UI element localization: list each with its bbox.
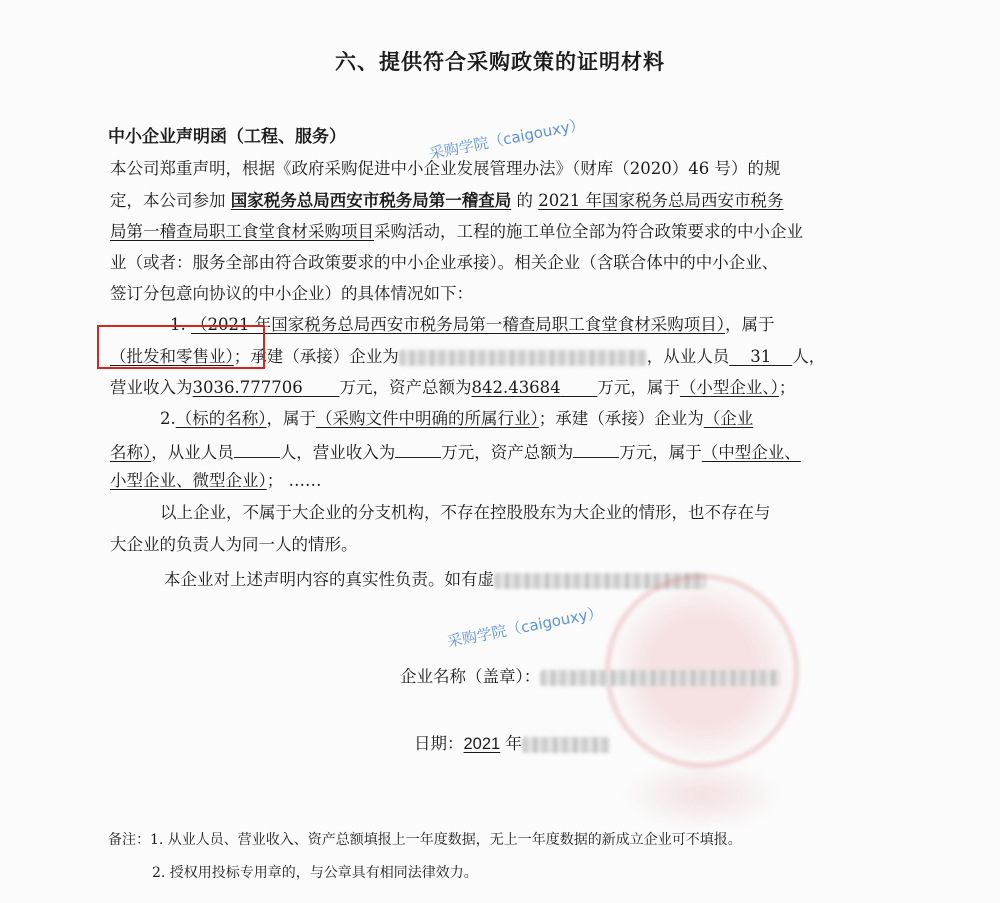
para3-line2: 大企业的负责人为同一人的情形。 bbox=[110, 535, 358, 554]
project-name-part2: 局第一稽查局职工食堂食材采购项目 bbox=[110, 222, 374, 241]
para4: 本企业对上述声明内容的真实性负责。如有虚 bbox=[164, 569, 706, 591]
para1-line4: 业（或者：服务全部由符合政策要求的中小企业承接）。相关企业（含联合体中的中小企业、 bbox=[110, 253, 779, 272]
item2-line1: 2.（标的名称），属于（采购文件中明确的所属行业）；承建（承接）企业为（企业 bbox=[160, 409, 754, 428]
item1-assets: 842.43684 bbox=[471, 378, 561, 397]
item1-project: （2021 年国家税务总局西安市税务局第一稽查局职工食堂食材采购项目） bbox=[191, 315, 725, 334]
item1-employees: 31 bbox=[750, 347, 772, 366]
highlight-box bbox=[97, 325, 265, 369]
para1-line5: 签订分包意向协议的中小企业）的具体情况如下： bbox=[110, 284, 473, 303]
date-line: 日期：2021 年 bbox=[414, 733, 610, 755]
para3-line1: 以上企业，不属于大企业的分支机构，不存在控股股东为大企业的情形，也不存在与 bbox=[160, 503, 771, 522]
watermark-top: 采购学院（caigouxy） bbox=[427, 115, 586, 163]
watermark-middle: 采购学院（caigouxy） bbox=[445, 603, 604, 651]
buyer-name: 国家税务总局西安市税务局第一稽查局 bbox=[230, 191, 512, 210]
note-1: 备注：1. 从业人员、营业收入、资产总额填报上一年度数据，无上一年度数据的新成立企业可不填报。 bbox=[108, 832, 742, 848]
item1-revenue: 3036.777706 bbox=[192, 378, 303, 397]
item1-line1: 1. （2021 年国家税务总局西安市税务局第一稽查局职工食堂食材采购项目），属于 bbox=[170, 315, 775, 334]
item1-line2: （批发和零售业）；承建（承接）企业为 ，从业人员 31 人， bbox=[110, 347, 826, 366]
note-2: 2. 授权用投标专用章的，与公章具有相同法律效力。 bbox=[152, 865, 478, 881]
document-title: 六、提供符合采购政策的证明材料 bbox=[335, 49, 665, 74]
item1-size: （小型企业、） bbox=[679, 378, 779, 397]
item2-line2: 名称），从业人员 人，营业收入为 万元，资产总额为 万元，属于（中型企业、 bbox=[110, 439, 801, 464]
para1-line2: 定，本公司参加 国家税务总局西安市税务局第一稽查局 的 2021 年国家税务总局西安市税务 bbox=[110, 191, 784, 210]
redacted-company-name bbox=[399, 350, 647, 366]
redacted-company-seal-name bbox=[540, 670, 780, 686]
project-name-part1: 2021 年国家税务总局西安市税务 bbox=[538, 191, 784, 210]
company-signature-line: 企业名称（盖章）： bbox=[400, 666, 780, 688]
para1-line3: 局第一稽查局职工食堂食材采购项目采购活动，工程的施工单位全部为符合政策要求的中小企业 bbox=[110, 222, 803, 241]
para1-line1: 本公司郑重声明，根据《政府采购促进中小企业发展管理办法》（财库（2020）46 号）的规 bbox=[110, 159, 781, 178]
section-heading: 中小企业声明函（工程、服务） bbox=[108, 127, 346, 147]
seal-smudge bbox=[622, 760, 782, 830]
redacted-date bbox=[522, 737, 610, 753]
item2-line3: 小型企业、微型企业）； …… bbox=[110, 471, 322, 490]
item1-line3: 营业收入为3036.777706 万元，资产总额为842.43684 万元，属于（小型企业、）； bbox=[110, 378, 796, 397]
item1-industry: （批发和零售业） bbox=[110, 347, 234, 366]
